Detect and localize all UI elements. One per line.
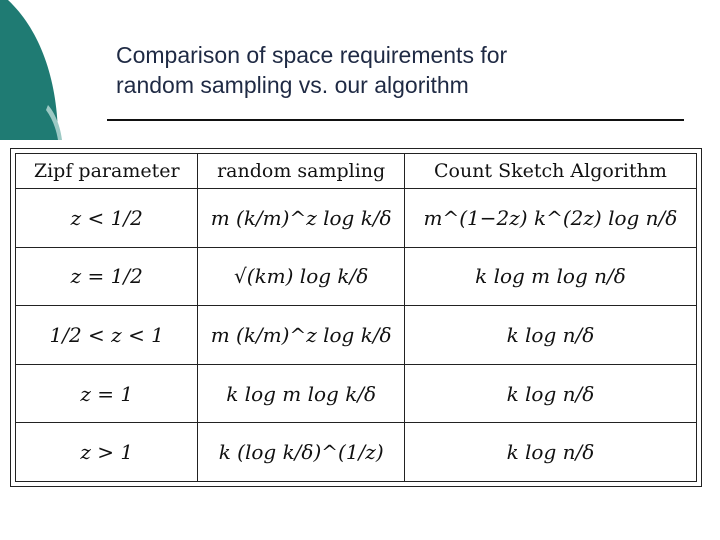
table-row [16, 364, 697, 423]
zipf-cell: z = 1 [16, 364, 198, 423]
title-line-2: random sampling vs. our algorithm [116, 72, 469, 98]
header-count-sketch: Count Sketch Algorithm [404, 154, 696, 189]
zipf-cell: z = 1/2 [16, 247, 198, 306]
table-row [16, 423, 697, 482]
random-sampling-cell: k log m log k/δ [198, 364, 404, 423]
count-sketch-cell: k log n/δ [404, 364, 696, 423]
random-sampling-cell: k (log k/δ)^(1/z) [198, 423, 404, 482]
header-zipf-parameter: Zipf parameter [16, 154, 198, 189]
table-row [16, 306, 697, 365]
title-line-1: Comparison of space requirements for [116, 42, 508, 68]
random-sampling-cell: √(km) log k/δ [198, 247, 404, 306]
comparison-table [15, 153, 697, 482]
count-sketch-cell: k log n/δ [404, 423, 696, 482]
teal-corner-decoration [0, 0, 70, 140]
comparison-table-frame [10, 148, 702, 487]
count-sketch-cell: m^(1−2z) k^(2z) log n/δ [404, 188, 696, 247]
header-random-sampling: random sampling [198, 154, 404, 189]
count-sketch-cell: k log n/δ [404, 306, 696, 365]
count-sketch-cell: k log m log n/δ [404, 247, 696, 306]
zipf-cell: 1/2 < z < 1 [16, 306, 198, 365]
zipf-cell: z > 1 [16, 423, 198, 482]
table-row [16, 247, 697, 306]
table-row [16, 188, 697, 247]
title-underline [107, 119, 684, 121]
random-sampling-cell: m (k/m)^z log k/δ [198, 188, 404, 247]
zipf-cell: z < 1/2 [16, 188, 198, 247]
table-header-row [16, 154, 697, 189]
random-sampling-cell: m (k/m)^z log k/δ [198, 306, 404, 365]
slide-title [116, 40, 676, 100]
